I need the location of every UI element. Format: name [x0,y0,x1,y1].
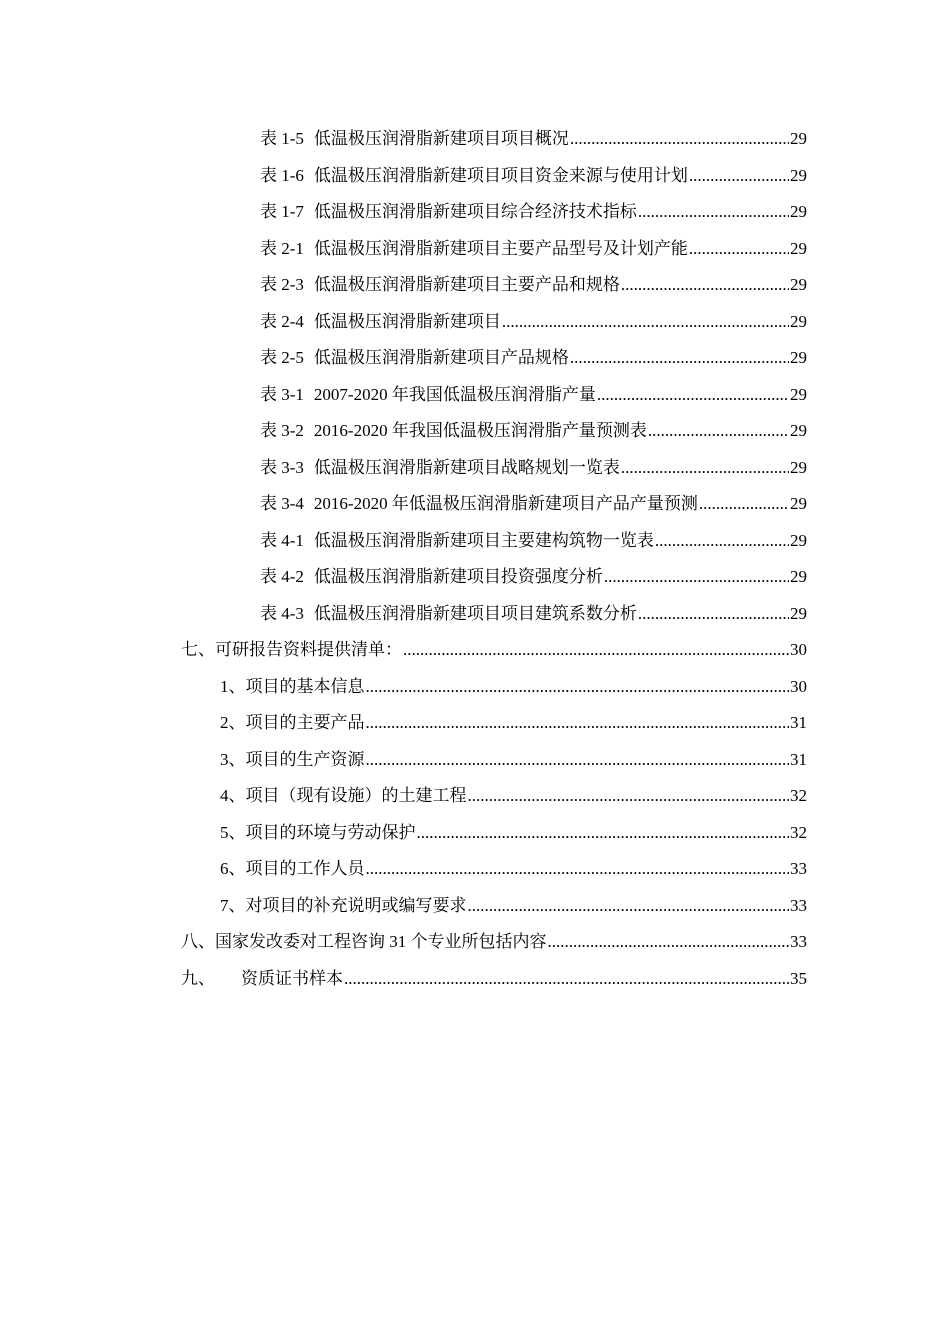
toc-leader-dots [689,158,789,195]
toc-page-number: 33 [790,895,807,915]
toc-entry-title: 6、项目的工作人员 [220,859,365,878]
toc-leader-dots [548,924,790,961]
toc-entry-table-2-5[interactable] [0,340,950,377]
toc-entry-title [260,377,596,414]
toc-page-number: 29 [790,348,807,367]
toc-leader-dots [417,815,790,852]
toc-entry-title: 八、国家发改委对工程咨询 31 个专业所包括内容 [181,932,547,951]
toc-page-number: 29 [790,202,807,221]
toc-entry-table-3-2[interactable] [0,413,950,450]
toc-page-number: 30 [790,640,807,659]
toc-page-number: 29 [790,494,807,513]
toc-entry-text: 2016-2020 年我国低温极压润滑脂产量预测表 [313,421,647,440]
toc-leader-dots [468,888,790,925]
toc-leader-dots [655,523,789,560]
toc-entry-table-1-7[interactable] [0,194,950,231]
toc-entry-label: 表 1-7 [260,202,304,221]
toc-entry-table-4-1[interactable] [0,523,950,560]
toc-leader-dots [570,340,789,377]
toc-entry-section-8[interactable] [0,924,950,961]
toc-entry-text: 低温极压润滑脂新建项目主要产品和规格 [313,275,620,294]
toc-entry-title [260,121,569,158]
toc-entry-item-5[interactable] [0,815,950,852]
toc-page-number: 29 [790,457,807,477]
toc-page-number: 29 [790,165,807,185]
toc-leader-dots [403,632,789,669]
toc-entry-text: 低温极压润滑脂新建项目产品规格 [313,348,569,367]
toc-page-number: 32 [790,786,807,805]
toc-entry-title: 5、项目的环境与劳动保护 [220,822,416,842]
toc-entry-title: 七、可研报告资料提供清单： [181,640,402,659]
toc-page-number: 31 [790,749,807,769]
toc-leader-dots [570,121,789,158]
toc-leader-dots [638,596,789,633]
toc-entry-title [260,194,637,231]
toc-entry-table-2-4[interactable] [0,304,950,341]
toc-entry-label: 表 2-1 [260,238,304,258]
toc-entry-label: 表 4-3 [260,603,304,623]
toc-entry-label: 表 3-1 [260,384,304,404]
toc-entry-text: 2007-2020 年我国低温极压润滑脂产量 [313,384,596,404]
toc-entry-text: 2016-2020 年低温极压润滑脂新建项目产品产量预测 [313,494,698,513]
toc-entry-title [260,523,654,560]
toc-page-number: 32 [790,822,807,842]
toc-entry-title: 3、项目的生产资源 [220,749,365,769]
toc-leader-dots [366,851,790,888]
toc-entry-title [181,961,343,998]
toc-entry-item-1[interactable] [0,669,950,706]
toc-entry-table-2-1[interactable] [0,231,950,268]
toc-entry-item-3[interactable] [0,742,950,779]
toc-entry-item-7[interactable] [0,888,950,925]
toc-entry-label: 九、 [181,968,215,988]
toc-entry-table-3-1[interactable] [0,377,950,414]
toc-entry-item-4[interactable] [0,778,950,815]
toc-entry-title [260,340,569,377]
toc-entry-label: 表 2-4 [260,311,304,331]
toc-entry-label: 表 4-1 [260,530,304,550]
toc-entry-label: 表 3-4 [260,494,304,513]
toc-entry-label: 表 3-3 [260,457,304,477]
toc-entry-title [260,596,637,633]
toc-entry-title [260,413,647,450]
toc-page-number: 35 [790,968,807,988]
toc-entry-title [260,267,620,304]
toc-entry-text: 低温极压润滑脂新建项目项目资金来源与使用计划 [313,165,688,185]
toc-leader-dots [366,669,790,706]
toc-entry-table-4-3[interactable] [0,596,950,633]
toc-entry-label: 表 1-6 [260,165,304,185]
toc-entry-label: 表 4-2 [260,567,304,586]
toc-page-number: 29 [790,384,807,404]
toc-entry-text: 低温极压润滑脂新建项目主要建构筑物一览表 [313,530,654,550]
toc-leader-dots [648,413,789,450]
toc-entry-table-1-5[interactable] [0,121,950,158]
toc-leader-dots [597,377,789,414]
toc-entry-title [260,231,688,268]
toc-page-number: 29 [790,603,807,623]
table-of-contents [0,121,950,997]
toc-entry-text: 资质证书样本 [241,968,343,988]
toc-entry-title [260,559,603,596]
toc-page-number: 30 [790,676,807,696]
toc-page-number: 31 [790,713,807,732]
toc-page-number: 29 [790,567,807,586]
toc-entry-table-4-2[interactable] [0,559,950,596]
toc-entry-label: 表 2-3 [260,275,304,294]
toc-leader-dots [366,705,790,742]
toc-page-number: 29 [790,129,807,148]
toc-entry-label: 表 3-2 [260,421,304,440]
toc-page-number: 29 [790,421,807,440]
toc-page-number: 29 [790,238,807,258]
toc-entry-text: 低温极压润滑脂新建项目综合经济技术指标 [313,202,637,221]
toc-entry-title [260,304,501,341]
toc-entry-text: 低温极压润滑脂新建项目投资强度分析 [313,567,603,586]
toc-entry-text: 低温极压润滑脂新建项目项目建筑系数分析 [313,603,637,623]
toc-entry-text: 低温极压润滑脂新建项目战略规划一览表 [313,457,620,477]
toc-entry-title [260,450,620,487]
toc-entry-table-3-3[interactable] [0,450,950,487]
toc-entry-section-9[interactable] [0,961,950,998]
toc-entry-text: 低温极压润滑脂新建项目 [313,311,501,331]
toc-leader-dots [502,304,789,341]
toc-leader-dots [468,778,790,815]
toc-entry-title: 7、对项目的补充说明或编写要求 [220,895,467,915]
toc-entry-title [260,486,698,523]
toc-leader-dots [621,450,789,487]
toc-entry-text: 低温极压润滑脂新建项目主要产品型号及计划产能 [313,238,688,258]
toc-leader-dots [689,231,789,268]
toc-entry-item-2[interactable] [0,705,950,742]
toc-entry-table-2-3[interactable] [0,267,950,304]
toc-page-number: 29 [790,530,807,550]
toc-page-number: 33 [790,932,807,951]
toc-entry-label: 表 2-5 [260,348,304,367]
toc-entry-title [260,158,688,195]
toc-page-number: 29 [790,275,807,294]
toc-entry-label: 表 1-5 [260,129,304,148]
toc-entry-section-7[interactable] [0,632,950,669]
toc-leader-dots [699,486,789,523]
toc-leader-dots [638,194,789,231]
toc-entry-table-1-6[interactable] [0,158,950,195]
toc-entry-text: 低温极压润滑脂新建项目项目概况 [313,129,569,148]
toc-entry-item-6[interactable] [0,851,950,888]
toc-leader-dots [621,267,789,304]
toc-leader-dots [604,559,789,596]
toc-page-number: 29 [790,311,807,331]
toc-entry-title: 2、项目的主要产品 [220,713,365,732]
toc-leader-dots [366,742,790,779]
toc-entry-title: 4、项目（现有设施）的土建工程 [220,786,467,805]
toc-entry-title: 1、项目的基本信息 [220,676,365,696]
toc-entry-table-3-4[interactable] [0,486,950,523]
toc-page-number: 33 [790,859,807,878]
toc-leader-dots [344,961,789,998]
